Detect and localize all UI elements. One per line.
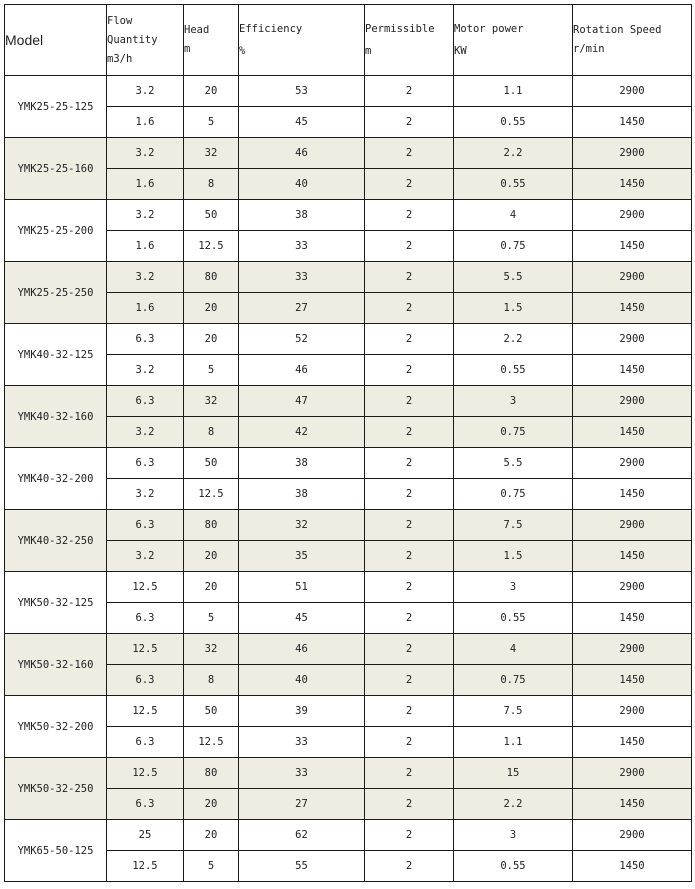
pump-spec-table [4, 4, 692, 882]
rotation-speed-cell: 2900 [573, 820, 692, 851]
table-row [5, 479, 692, 510]
table-row [5, 541, 692, 572]
motor-power-cell: 1.1 [454, 76, 573, 107]
permissible-cell: 2 [365, 169, 454, 200]
motor-power-cell: 7.5 [454, 696, 573, 727]
flow-quantity-cell: 3.2 [107, 138, 184, 169]
flow-quantity-cell: 12.5 [107, 851, 184, 882]
table-row [5, 355, 692, 386]
efficiency-cell: 33 [239, 231, 365, 262]
flow-quantity-cell: 1.6 [107, 169, 184, 200]
permissible-cell: 2 [365, 386, 454, 417]
flow-quantity-cell: 1.6 [107, 231, 184, 262]
table-row [5, 417, 692, 448]
permissible-cell: 2 [365, 138, 454, 169]
header-head-unit: m [184, 43, 191, 55]
efficiency-cell: 52 [239, 324, 365, 355]
head-cell: 12.5 [184, 727, 239, 758]
head-cell: 20 [184, 572, 239, 603]
rotation-speed-cell: 2900 [573, 510, 692, 541]
motor-power-cell: 0.55 [454, 603, 573, 634]
rotation-speed-cell: 2900 [573, 324, 692, 355]
rotation-speed-cell: 2900 [573, 76, 692, 107]
motor-power-cell: 1.5 [454, 293, 573, 324]
efficiency-cell: 46 [239, 138, 365, 169]
efficiency-cell: 40 [239, 665, 365, 696]
permissible-cell: 2 [365, 355, 454, 386]
motor-power-cell: 3 [454, 572, 573, 603]
table-row [5, 200, 692, 231]
rotation-speed-cell: 1450 [573, 851, 692, 882]
rotation-speed-cell: 1450 [573, 231, 692, 262]
rotation-speed-cell: 1450 [573, 417, 692, 448]
flow-quantity-cell: 1.6 [107, 107, 184, 138]
table-row [5, 510, 692, 541]
model-cell: YMK40-32-200 [5, 448, 107, 510]
head-cell: 8 [184, 417, 239, 448]
flow-quantity-cell: 12.5 [107, 634, 184, 665]
motor-power-cell: 0.55 [454, 169, 573, 200]
flow-quantity-cell: 6.3 [107, 510, 184, 541]
rotation-speed-cell: 1450 [573, 603, 692, 634]
efficiency-cell: 39 [239, 696, 365, 727]
flow-quantity-cell: 1.6 [107, 293, 184, 324]
permissible-cell: 2 [365, 603, 454, 634]
table-row [5, 665, 692, 696]
model-cell: YMK40-32-125 [5, 324, 107, 386]
head-cell: 32 [184, 138, 239, 169]
head-cell: 5 [184, 603, 239, 634]
flow-quantity-cell: 3.2 [107, 541, 184, 572]
table-row [5, 76, 692, 107]
head-cell: 80 [184, 758, 239, 789]
head-cell: 20 [184, 820, 239, 851]
flow-quantity-cell: 6.3 [107, 448, 184, 479]
flow-quantity-cell: 12.5 [107, 696, 184, 727]
efficiency-cell: 42 [239, 417, 365, 448]
header-motor-label: Motor power [454, 23, 524, 35]
table-row [5, 138, 692, 169]
rotation-speed-cell: 2900 [573, 200, 692, 231]
efficiency-cell: 33 [239, 727, 365, 758]
head-cell: 80 [184, 262, 239, 293]
motor-power-cell: 4 [454, 634, 573, 665]
table-row [5, 789, 692, 820]
model-cell: YMK50-32-125 [5, 572, 107, 634]
permissible-cell: 2 [365, 324, 454, 355]
header-model: Model [5, 5, 107, 76]
flow-quantity-cell: 6.3 [107, 789, 184, 820]
motor-power-cell: 2.2 [454, 324, 573, 355]
rotation-speed-cell: 1450 [573, 479, 692, 510]
motor-power-cell: 0.75 [454, 479, 573, 510]
rotation-speed-cell: 2900 [573, 448, 692, 479]
rotation-speed-cell: 1450 [573, 293, 692, 324]
head-cell: 5 [184, 851, 239, 882]
permissible-cell: 2 [365, 696, 454, 727]
rotation-speed-cell: 1450 [573, 541, 692, 572]
rotation-speed-cell: 2900 [573, 138, 692, 169]
efficiency-cell: 45 [239, 603, 365, 634]
model-cell: YMK40-32-160 [5, 386, 107, 448]
model-cell: YMK25-25-160 [5, 138, 107, 200]
head-cell: 20 [184, 789, 239, 820]
motor-power-cell: 2.2 [454, 789, 573, 820]
efficiency-cell: 38 [239, 479, 365, 510]
head-cell: 20 [184, 541, 239, 572]
motor-power-cell: 4 [454, 200, 573, 231]
rotation-speed-cell: 1450 [573, 665, 692, 696]
efficiency-cell: 45 [239, 107, 365, 138]
head-cell: 12.5 [184, 231, 239, 262]
efficiency-cell: 27 [239, 789, 365, 820]
flow-quantity-cell: 25 [107, 820, 184, 851]
permissible-cell: 2 [365, 200, 454, 231]
motor-power-cell: 0.55 [454, 107, 573, 138]
table-row [5, 727, 692, 758]
permissible-cell: 2 [365, 789, 454, 820]
rotation-speed-cell: 2900 [573, 696, 692, 727]
head-cell: 50 [184, 448, 239, 479]
flow-quantity-cell: 6.3 [107, 324, 184, 355]
header-motor-power [454, 5, 573, 76]
efficiency-cell: 38 [239, 448, 365, 479]
motor-power-cell: 7.5 [454, 510, 573, 541]
model-cell: YMK25-25-200 [5, 200, 107, 262]
motor-power-cell: 5.5 [454, 448, 573, 479]
head-cell: 20 [184, 293, 239, 324]
header-rotation-unit: r/min [573, 43, 605, 55]
head-cell: 12.5 [184, 479, 239, 510]
efficiency-cell: 32 [239, 510, 365, 541]
head-cell: 20 [184, 76, 239, 107]
header-efficiency-unit: % [239, 45, 246, 57]
motor-power-cell: 0.55 [454, 355, 573, 386]
head-cell: 80 [184, 510, 239, 541]
permissible-cell: 2 [365, 634, 454, 665]
table-row [5, 231, 692, 262]
permissible-cell: 2 [365, 851, 454, 882]
efficiency-cell: 55 [239, 851, 365, 882]
header-head [184, 5, 239, 76]
motor-power-cell: 5.5 [454, 262, 573, 293]
rotation-speed-cell: 2900 [573, 386, 692, 417]
flow-quantity-cell: 6.3 [107, 603, 184, 634]
motor-power-cell: 2.2 [454, 138, 573, 169]
rotation-speed-cell: 2900 [573, 634, 692, 665]
model-cell: YMK65-50-125 [5, 820, 107, 882]
table-row [5, 262, 692, 293]
permissible-cell: 2 [365, 293, 454, 324]
header-permissible [365, 5, 454, 76]
permissible-cell: 2 [365, 76, 454, 107]
header-efficiency [239, 5, 365, 76]
table-row [5, 758, 692, 789]
rotation-speed-cell: 2900 [573, 262, 692, 293]
table-row [5, 696, 692, 727]
head-cell: 50 [184, 200, 239, 231]
motor-power-cell: 0.75 [454, 231, 573, 262]
motor-power-cell: 3 [454, 820, 573, 851]
rotation-speed-cell: 1450 [573, 107, 692, 138]
table-row [5, 820, 692, 851]
model-cell: YMK50-32-200 [5, 696, 107, 758]
header-rotation-speed [573, 5, 692, 76]
permissible-cell: 2 [365, 262, 454, 293]
header-motor-unit: KW [454, 45, 467, 57]
efficiency-cell: 27 [239, 293, 365, 324]
head-cell: 20 [184, 324, 239, 355]
flow-quantity-cell: 6.3 [107, 727, 184, 758]
table-row [5, 293, 692, 324]
flow-quantity-cell: 3.2 [107, 200, 184, 231]
header-head-label: Head [184, 24, 210, 36]
flow-quantity-cell: 3.2 [107, 262, 184, 293]
rotation-speed-cell: 2900 [573, 572, 692, 603]
header-flow-line1: Flow [107, 14, 133, 27]
permissible-cell: 2 [365, 820, 454, 851]
efficiency-cell: 33 [239, 758, 365, 789]
efficiency-cell: 53 [239, 76, 365, 107]
table-row [5, 448, 692, 479]
efficiency-cell: 35 [239, 541, 365, 572]
header-rotation-label: Rotation Speed [573, 24, 662, 36]
header-efficiency-label: Efficiency [239, 23, 303, 35]
rotation-speed-cell: 1450 [573, 355, 692, 386]
motor-power-cell: 0.75 [454, 665, 573, 696]
flow-quantity-cell: 6.3 [107, 665, 184, 696]
permissible-cell: 2 [365, 727, 454, 758]
head-cell: 8 [184, 169, 239, 200]
spec-table-body [5, 76, 692, 882]
header-flow-line2: Quantity [107, 33, 158, 46]
table-row [5, 851, 692, 882]
motor-power-cell: 3 [454, 386, 573, 417]
efficiency-cell: 51 [239, 572, 365, 603]
flow-quantity-cell: 3.2 [107, 355, 184, 386]
permissible-cell: 2 [365, 758, 454, 789]
efficiency-cell: 47 [239, 386, 365, 417]
flow-quantity-cell: 3.2 [107, 479, 184, 510]
permissible-cell: 2 [365, 572, 454, 603]
efficiency-cell: 46 [239, 634, 365, 665]
permissible-cell: 2 [365, 417, 454, 448]
head-cell: 50 [184, 696, 239, 727]
table-row [5, 603, 692, 634]
efficiency-cell: 38 [239, 200, 365, 231]
efficiency-cell: 62 [239, 820, 365, 851]
efficiency-cell: 40 [239, 169, 365, 200]
head-cell: 32 [184, 634, 239, 665]
efficiency-cell: 46 [239, 355, 365, 386]
flow-quantity-cell: 12.5 [107, 758, 184, 789]
table-row [5, 169, 692, 200]
head-cell: 5 [184, 355, 239, 386]
header-flow-quantity [107, 5, 184, 76]
flow-quantity-cell: 6.3 [107, 386, 184, 417]
head-cell: 32 [184, 386, 239, 417]
permissible-cell: 2 [365, 107, 454, 138]
model-cell: YMK25-25-250 [5, 262, 107, 324]
permissible-cell: 2 [365, 665, 454, 696]
permissible-cell: 2 [365, 231, 454, 262]
model-cell: YMK50-32-160 [5, 634, 107, 696]
header-permissible-unit: m [365, 45, 372, 57]
model-cell: YMK40-32-250 [5, 510, 107, 572]
table-row [5, 634, 692, 665]
header-flow-unit: m3/h [107, 52, 133, 65]
rotation-speed-cell: 1450 [573, 169, 692, 200]
flow-quantity-cell: 12.5 [107, 572, 184, 603]
flow-quantity-cell: 3.2 [107, 417, 184, 448]
motor-power-cell: 0.55 [454, 851, 573, 882]
permissible-cell: 2 [365, 479, 454, 510]
permissible-cell: 2 [365, 541, 454, 572]
rotation-speed-cell: 1450 [573, 789, 692, 820]
permissible-cell: 2 [365, 448, 454, 479]
table-row [5, 107, 692, 138]
model-cell: YMK50-32-250 [5, 758, 107, 820]
motor-power-cell: 15 [454, 758, 573, 789]
permissible-cell: 2 [365, 510, 454, 541]
efficiency-cell: 33 [239, 262, 365, 293]
motor-power-cell: 0.75 [454, 417, 573, 448]
table-row [5, 386, 692, 417]
flow-quantity-cell: 3.2 [107, 76, 184, 107]
head-cell: 5 [184, 107, 239, 138]
head-cell: 8 [184, 665, 239, 696]
header-permissible-label: Permissible [365, 23, 435, 35]
rotation-speed-cell: 1450 [573, 727, 692, 758]
table-row [5, 324, 692, 355]
motor-power-cell: 1.5 [454, 541, 573, 572]
rotation-speed-cell: 2900 [573, 758, 692, 789]
header-row [5, 5, 692, 76]
table-row [5, 572, 692, 603]
model-cell: YMK25-25-125 [5, 76, 107, 138]
motor-power-cell: 1.1 [454, 727, 573, 758]
